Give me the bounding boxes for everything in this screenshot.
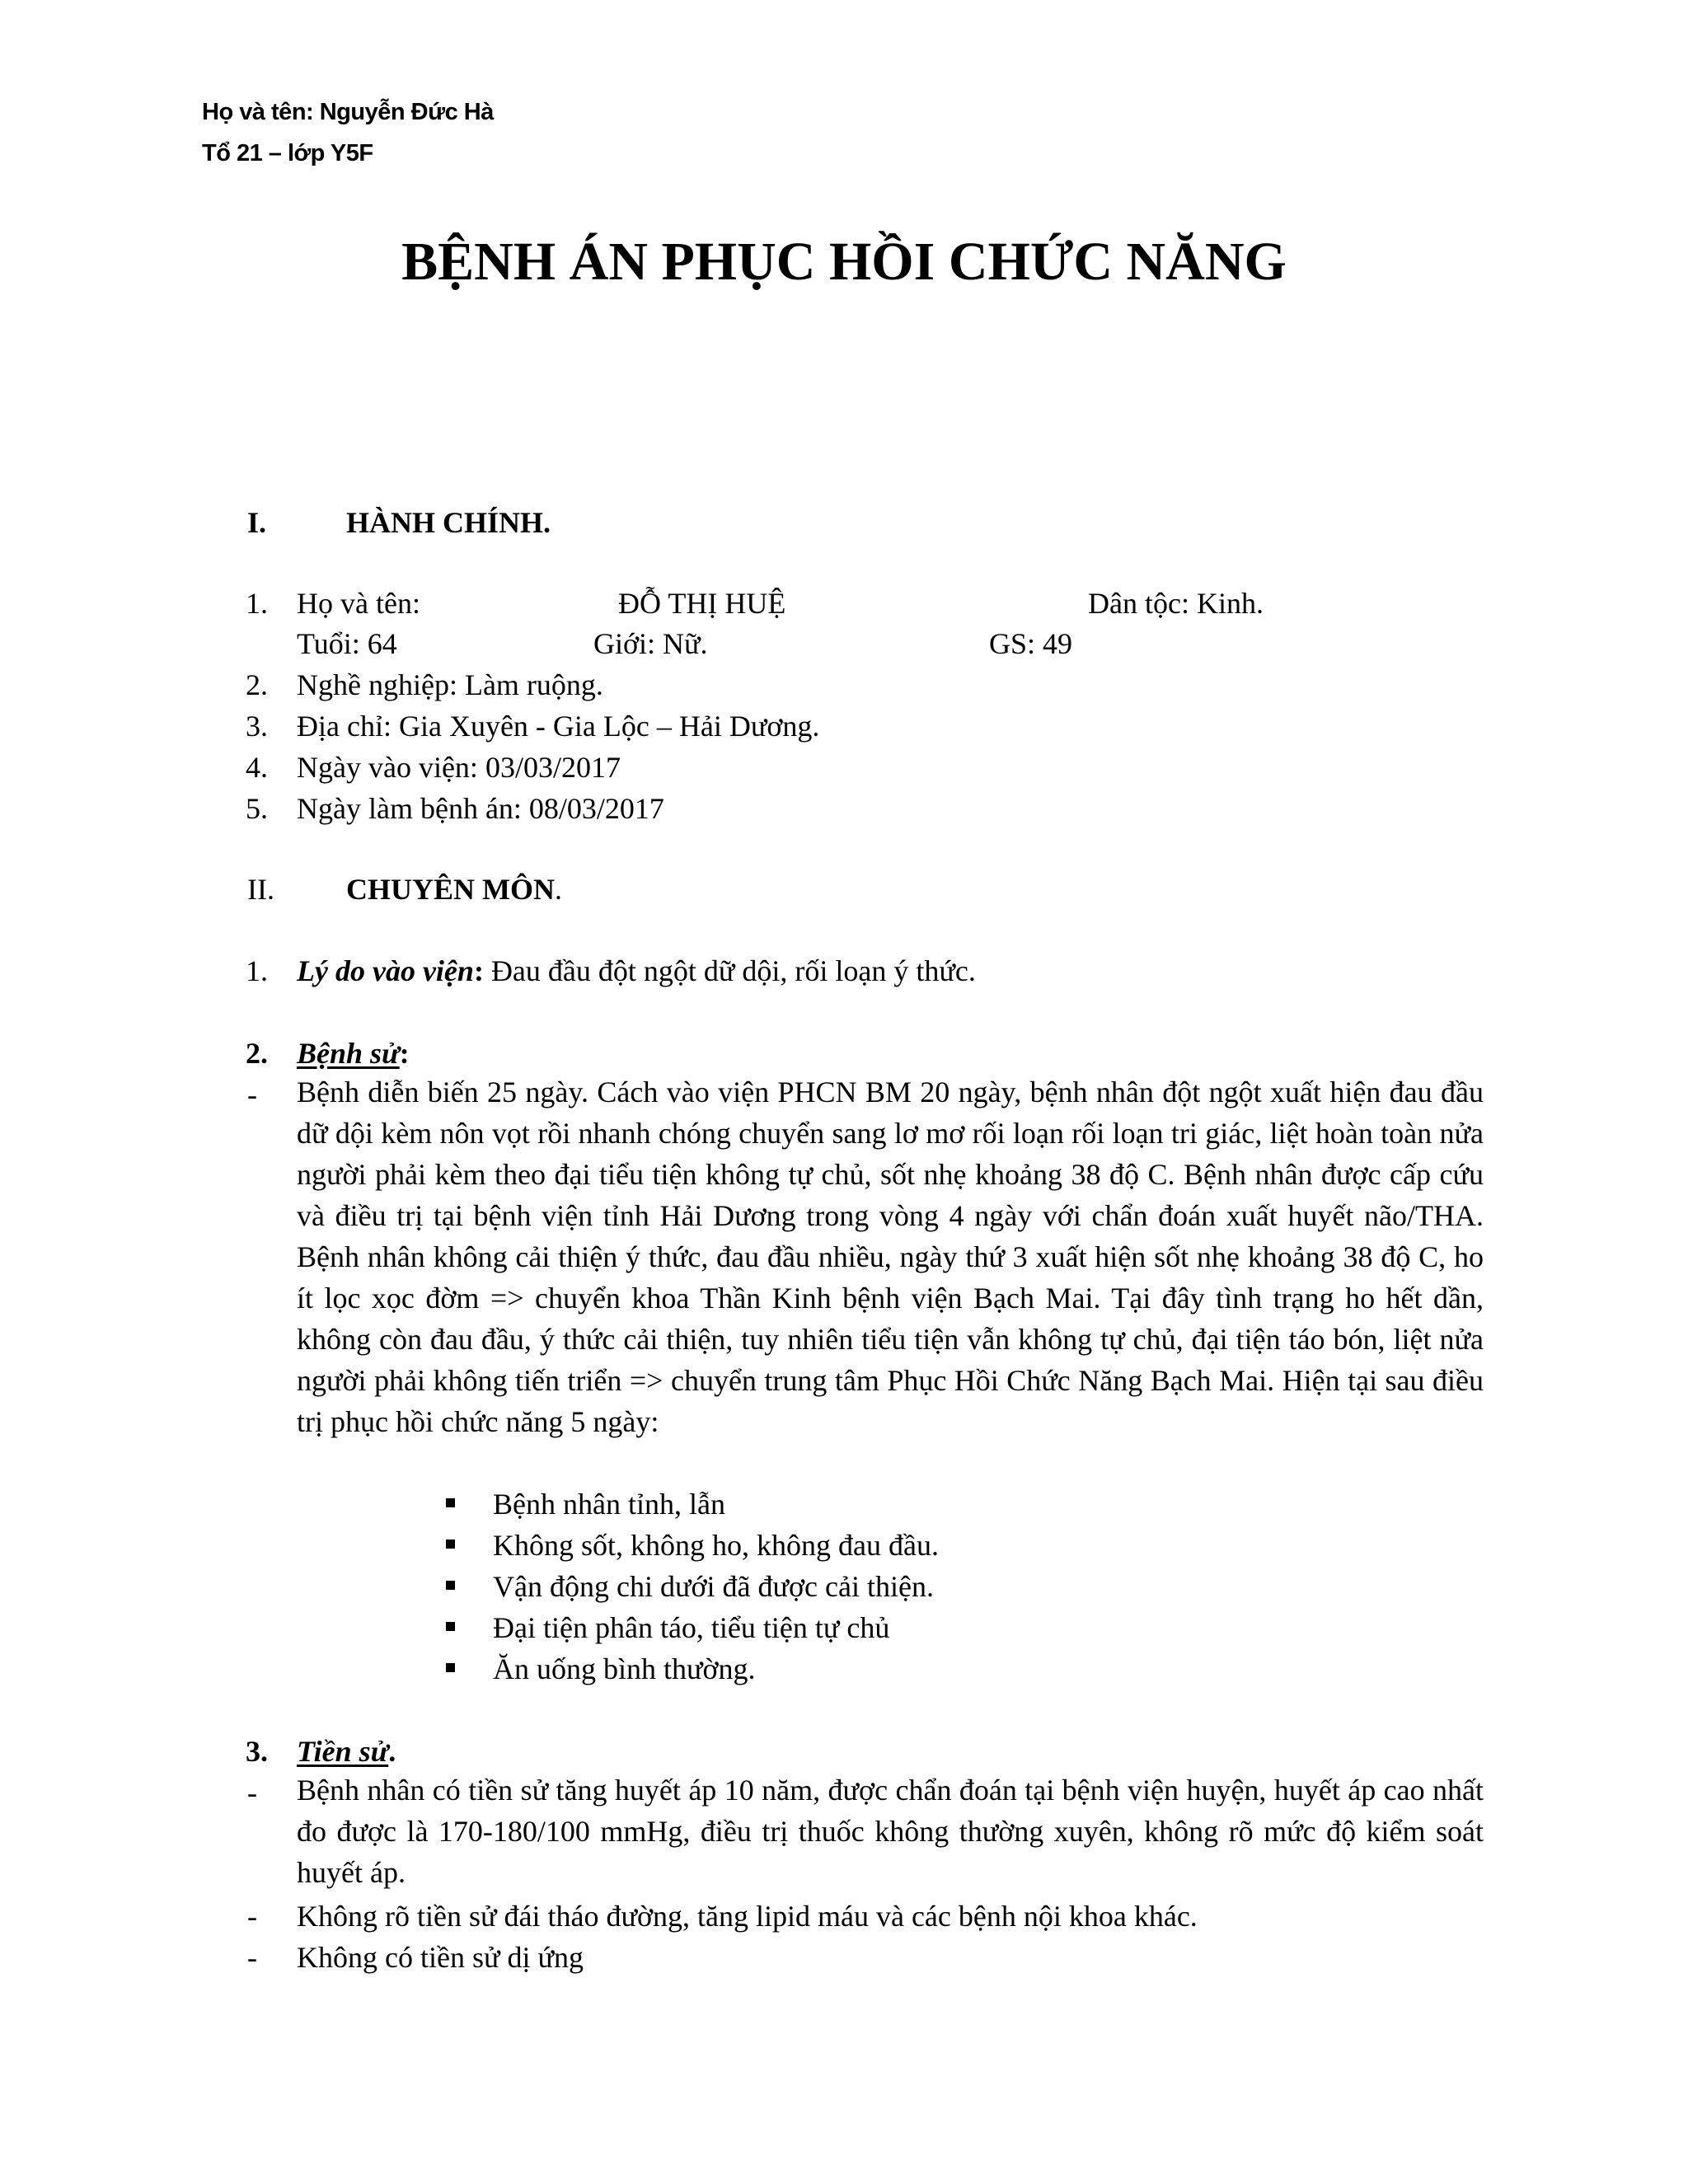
history-paragraph: Bệnh diễn biến 25 ngày. Cách vào viện PHCN BM 20 ngày, bệnh nhân đột ngột xuất hiện đau đầu dữ dội kèm nôn vọt rồi nhanh chóng chuyển sang lơ mơ rối loạn rối loạn tri giác, liệt hoàn toàn nửa người phải kèm theo đại tiểu tiện không tự chủ, sốt nhẹ khoảng 38 độ C. Bệnh nhân được cấp cứu và điều trị tại bệnh viện tỉnh Hải Dương trong vòng 4 ngày với chẩn đoán xuất huyết não/THA. Bệnh nhân không cải thiện ý thức, đau đầu nhiều, ngày thứ 3 xuất hiện sốt nhẹ khoảng 38 độ C, ho ít lọc xọc đờm => chuyển khoa Thần Kinh bệnh viện Bạch Mai. Tại đây tình trạng ho hết dần, không còn đau đầu, ý thức cải thiện, tuy nhiên tiểu tiện vẫn không tự chủ, đại tiện táo bón, liệt nửa người phải không tiến triển => chuyển trung tâm Phục Hồi Chức Năng Bạch Mai. Hiện tại sau điều trị phục hồi chức năng 5 ngày:: [297, 1076, 1484, 1438]
past-item: Không có tiền sử dị ứng: [297, 1941, 584, 1974]
history-bullet: Không sốt, không ho, không đau đầu.: [493, 1529, 939, 1562]
occupation: Nghề nghiệp: Làm ruộng.: [297, 668, 603, 701]
author-name: Họ và tên: Nguyễn Đức Hà: [202, 99, 494, 125]
bullet-icon: [446, 1498, 455, 1507]
name-label: Họ và tên:: [297, 587, 420, 620]
history-number: 2.: [246, 1037, 268, 1070]
past-dash: -: [247, 1776, 257, 1809]
past-dot: .: [388, 1735, 396, 1768]
history-bullet: Bệnh nhân tỉnh, lẫn: [493, 1488, 725, 1521]
reason-line: [297, 956, 976, 986]
past-item: Bệnh nhân có tiền sử tăng huyết áp 10 năm, được chẩn đoán tại bệnh viện huyện, huyết áp cao nhất đo được là 170-180/100 mmHg, điều trị thuốc không thường xuyên, không rõ mức độ kiểm soát huyết áp.: [297, 1774, 1484, 1889]
reason-number: 1.: [246, 954, 268, 987]
gender: Giới: Nữ.: [593, 627, 708, 660]
past-heading: [297, 1736, 396, 1766]
history-colon: :: [399, 1037, 410, 1070]
history-heading: [297, 1038, 410, 1068]
bullet-icon: [446, 1663, 455, 1672]
history-dash: -: [247, 1078, 257, 1111]
reason-label: Lý do vào viện: [297, 954, 474, 987]
patient-name: ĐỖ THỊ HUỆ: [618, 587, 786, 620]
item1-number: 1.: [246, 587, 268, 620]
past-label: Tiền sử: [297, 1735, 389, 1768]
reason-colon: :: [473, 954, 484, 987]
item2-number: 2.: [246, 668, 268, 701]
item3-number: 3.: [246, 710, 268, 743]
bullet-icon: [446, 1540, 455, 1549]
section1-heading: HÀNH CHÍNH.: [346, 506, 551, 539]
address: Địa chỉ: Gia Xuyên - Gia Lộc – Hải Dương.: [297, 710, 820, 743]
past-dash: -: [247, 1900, 257, 1933]
bullet-icon: [446, 1581, 455, 1590]
history-bullet: Đại tiện phân táo, tiểu tiện tự chủ: [493, 1611, 890, 1644]
ethnicity: Dân tộc: Kinh.: [1088, 587, 1264, 620]
gs: GS: 49: [989, 627, 1073, 660]
history-bullet: Ăn uống bình thường.: [493, 1652, 756, 1685]
section2-heading: [346, 874, 562, 904]
age: Tuổi: 64: [297, 627, 397, 660]
bullet-icon: [446, 1622, 455, 1631]
section2-heading-text: CHUYÊN MÔN: [346, 873, 555, 906]
reason-text: Đau đầu đột ngột dữ dội, rối loạn ý thức.: [483, 954, 976, 987]
history-label: Bệnh sử: [297, 1037, 400, 1070]
history-bullet: Vận động chi dưới đã được cải thiện.: [493, 1570, 934, 1603]
author-group: Tổ 21 – lớp Y5F: [202, 140, 373, 166]
section1-number: I.: [247, 506, 267, 539]
admission-date: Ngày vào viện: 03/03/2017: [297, 751, 621, 784]
past-dash: -: [247, 1941, 257, 1974]
section2-number: II.: [247, 873, 274, 906]
item5-number: 5.: [246, 792, 268, 825]
past-number: 3.: [246, 1735, 268, 1768]
section2-heading-dot: .: [554, 873, 562, 906]
past-item: Không rõ tiền sử đái tháo đường, tăng lipid máu và các bệnh nội khoa khác.: [297, 1900, 1198, 1933]
page-title: BỆNH ÁN PHỤC HỒI CHỨC NĂNG: [401, 232, 1287, 292]
record-date: Ngày làm bệnh án: 08/03/2017: [297, 792, 664, 825]
item4-number: 4.: [246, 751, 268, 784]
